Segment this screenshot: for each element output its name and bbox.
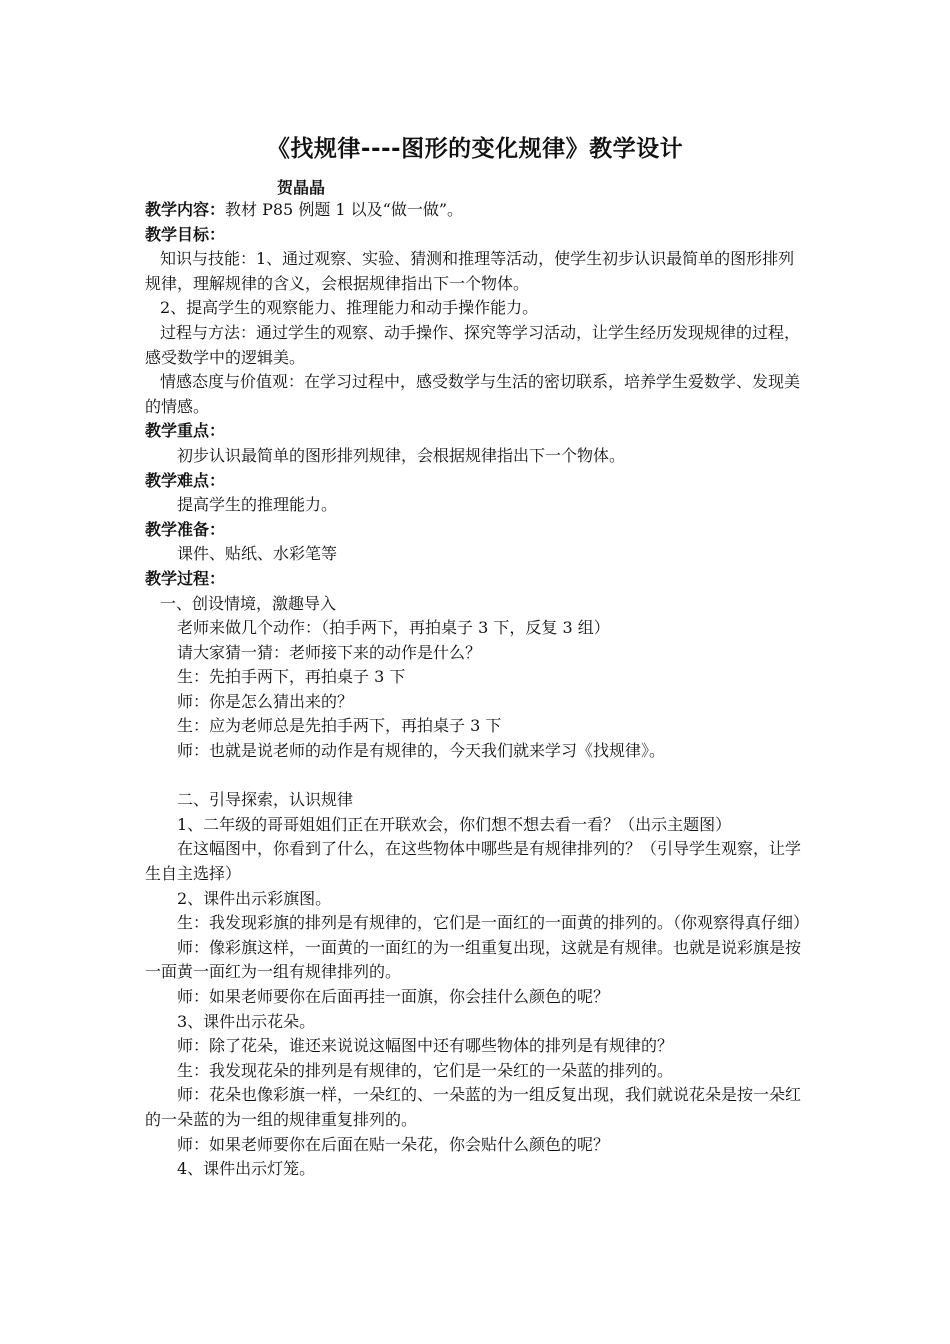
goal-knowledge: 知识与技能：1、通过观察、实验、猜测和推理等活动，使学生初步认识最简单的图形排列规律，理解规律的含义，会根据规律指出下一个物体。 bbox=[145, 249, 795, 293]
section2-paragraph: 1、二年级的哥哥姐姐们正在开联欢会，你们想不想去看一看？（出示主题图） bbox=[177, 814, 732, 834]
section2-paragraph: 在这幅图中，你看到了什么，在这些物体中哪些是有规律排列的？（引导学生观察，让学生自主选择） bbox=[145, 839, 802, 884]
prep-heading: 教学准备： bbox=[145, 519, 226, 539]
key-text: 初步认识最简单的图形排列规律，会根据规律指出下一个物体。 bbox=[177, 445, 626, 465]
section2-paragraph: 师：如果老师要你在后面再挂一面旗，你会挂什么颜色的呢？ bbox=[177, 987, 610, 1006]
difficulty-heading: 教学难点： bbox=[145, 470, 226, 490]
section2-paragraph: 3、课件出示花朵。 bbox=[177, 1011, 316, 1031]
section1-paragraph: 请大家猜一猜：老师接下来的动作是什么？ bbox=[177, 642, 482, 662]
section1-paragraph: 老师来做几个动作：（拍手两下，再拍桌子 3 下，反复 3 组） bbox=[177, 618, 610, 638]
blank-line bbox=[145, 764, 810, 789]
goals-heading: 教学目标： bbox=[145, 224, 226, 244]
section1-paragraph: 生：应为老师总是先拍手两下，再拍桌子 3 下 bbox=[177, 716, 502, 736]
section2-paragraph: 师：像彩旗这样，一面黄的一面红的为一组重复出现，这就是有规律。也就是说彩旗是按一面黄一面红为一组有规律排列的。 bbox=[145, 937, 802, 982]
content-line bbox=[145, 198, 810, 223]
content-label: 教学内容： bbox=[145, 200, 226, 219]
section2-paragraph: 生：我发现彩旗的排列是有规律的，它们是一面红的一面黄的排列的。（你观察得真仔细） bbox=[177, 913, 810, 933]
goal-emotion: 情感态度与价值观：在学习过程中，感受数学与生活的密切联系，培养学生爱数学、发现美的情感。 bbox=[145, 372, 801, 416]
document-title: 《找规律----图形的变化规律》教学设计 bbox=[266, 136, 684, 162]
key-heading: 教学重点： bbox=[145, 421, 226, 441]
section1-paragraph: 师：你是怎么猜出来的？ bbox=[177, 691, 354, 711]
process-heading: 教学过程： bbox=[145, 568, 226, 588]
content-text: 教材 P85 例题 1 以及“做一做”。 bbox=[225, 200, 464, 219]
author-name: 贺晶晶 bbox=[277, 178, 326, 197]
goal-process: 过程与方法：通过学生的观察、动手操作、探究等学习活动，让学生经历发现规律的过程，感受数学中的逻辑美。 bbox=[145, 322, 801, 367]
section2-paragraph: 师：除了花朵，谁还来说说这幅图中还有哪些物体的排列是有规律的？ bbox=[177, 1036, 674, 1056]
document-body bbox=[145, 198, 810, 1182]
section1-paragraph: 生：先拍手两下，再拍桌子 3 下 bbox=[177, 667, 406, 687]
section2-title: 二、引导探索，认识规律 bbox=[177, 790, 354, 810]
section2-paragraph: 2、课件出示彩旗图。 bbox=[177, 888, 332, 908]
difficulty-text: 提高学生的推理能力。 bbox=[177, 495, 338, 515]
section2-paragraph: 4、课件出示灯笼。 bbox=[177, 1159, 316, 1179]
section1-paragraph: 师：也就是说老师的动作是有规律的，今天我们就来学习《找规律》。 bbox=[177, 741, 666, 761]
section1-title: 一、创设情境，激趣导入 bbox=[160, 593, 337, 613]
prep-text: 课件、贴纸、水彩笔等 bbox=[177, 544, 338, 564]
section2-paragraph: 师：花朵也像彩旗一样，一朵红的、一朵蓝的为一组反复出现，我们就说花朵是按一朵红的一朵蓝的为一组的规律重复排列的。 bbox=[145, 1085, 802, 1129]
section2-paragraph: 生：我发现花朵的排列是有规律的，它们是一朵红的一朵蓝的排列的。 bbox=[177, 1060, 674, 1080]
section2-paragraph: 师：如果老师要你在后面在贴一朵花，你会贴什么颜色的呢？ bbox=[177, 1134, 610, 1154]
goal-ability: 2、提高学生的观察能力、推理能力和动手操作能力。 bbox=[160, 298, 539, 318]
